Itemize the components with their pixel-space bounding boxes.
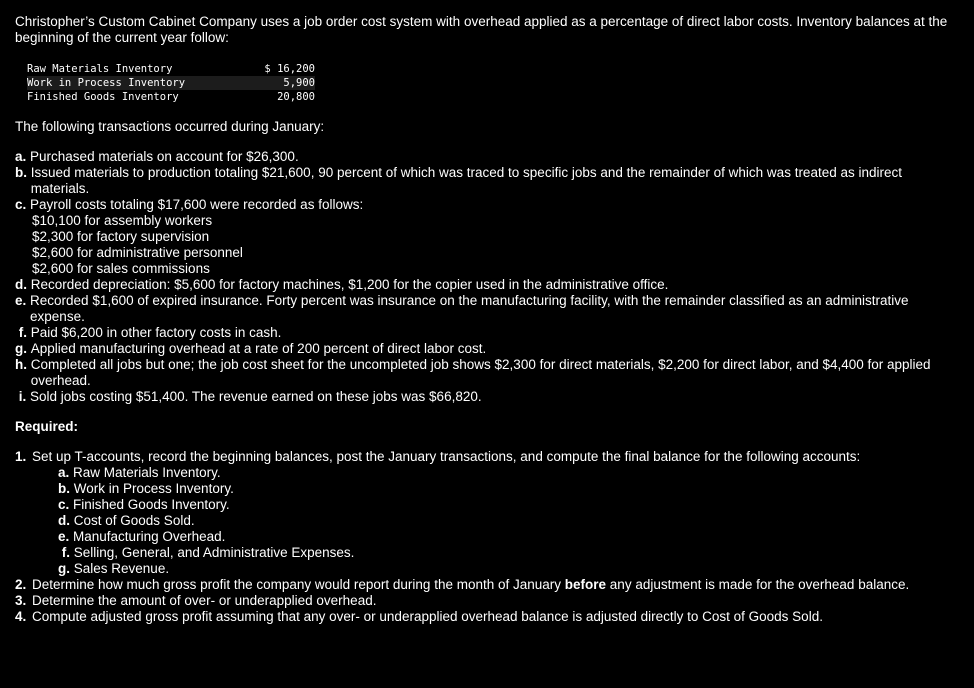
requirement-text-before: Determine how much gross profit the company would report during the month of January bbox=[32, 577, 565, 592]
payroll-line: $2,600 for sales commissions bbox=[32, 261, 210, 276]
transactions-lead: The following transactions occurred during January: bbox=[15, 119, 325, 134]
requirement-text: Compute adjusted gross profit assuming that any over- or underapplied overhead balance is adjusted directly to Cost of Goods Sold. bbox=[32, 609, 823, 624]
account-item bbox=[15, 545, 955, 561]
account-label: b. bbox=[58, 481, 70, 496]
account-item bbox=[15, 465, 955, 481]
transaction-text: Applied manufacturing overhead at a rate of 200 percent of direct labor cost. bbox=[30, 341, 487, 356]
requirement-item bbox=[15, 449, 955, 465]
payroll-line: $10,100 for assembly workers bbox=[32, 213, 213, 228]
transaction-text: Recorded depreciation: $5,600 for factory machines, $1,200 for the copier used in the administrative office. bbox=[30, 277, 669, 292]
beginning-balances-table bbox=[27, 62, 315, 104]
transaction-text: Payroll costs totaling $17,600 were recorded as follows: bbox=[30, 197, 364, 212]
transaction-label: a. bbox=[15, 149, 27, 164]
payroll-line: $2,300 for factory supervision bbox=[32, 229, 210, 244]
transaction-text: Issued materials to production totaling $21,600, 90 percent of which was traced to specific jobs and the remainder of which was treated as indirect materials. bbox=[30, 165, 902, 196]
account-item bbox=[15, 497, 955, 513]
requirement-text: Determine the amount of over- or underapplied overhead. bbox=[32, 593, 377, 608]
transaction-item bbox=[15, 277, 955, 293]
transaction-text: Recorded $1,600 of expired insurance. Forty percent was insurance on the manufacturing facility, with the remainder classified as an administrative expense. bbox=[30, 293, 909, 324]
balance-name: Work in Process Inventory bbox=[27, 76, 249, 90]
requirement-item bbox=[15, 593, 955, 609]
account-item bbox=[15, 513, 955, 529]
account-text: Selling, General, and Administrative Expenses. bbox=[73, 545, 355, 560]
transaction-label: e. bbox=[15, 293, 27, 308]
transaction-item bbox=[15, 165, 955, 197]
account-label: g. bbox=[58, 561, 70, 576]
balance-amount: 20,800 bbox=[277, 91, 315, 103]
requirement-number: 2. bbox=[15, 577, 27, 592]
required-heading: Required: bbox=[15, 419, 79, 434]
account-text: Work in Process Inventory. bbox=[73, 481, 234, 496]
transaction-item bbox=[15, 357, 955, 389]
balance-row bbox=[27, 62, 315, 76]
requirements-list bbox=[15, 449, 955, 625]
transaction-label: f. bbox=[15, 325, 27, 340]
requirement-item bbox=[15, 609, 955, 625]
balance-row bbox=[27, 90, 315, 104]
account-text: Finished Goods Inventory. bbox=[73, 497, 230, 512]
transaction-item bbox=[15, 389, 955, 405]
account-label: c. bbox=[58, 497, 70, 512]
account-item bbox=[15, 529, 955, 545]
transaction-label: g. bbox=[15, 341, 27, 356]
transaction-label: c. bbox=[15, 197, 27, 212]
transaction-item bbox=[15, 197, 955, 213]
transaction-label: h. bbox=[15, 357, 27, 372]
requirement-number: 4. bbox=[15, 609, 27, 624]
transaction-item bbox=[15, 149, 955, 165]
account-text: Manufacturing Overhead. bbox=[73, 529, 226, 544]
transaction-text: Sold jobs costing $51,400. The revenue earned on these jobs was $66,820. bbox=[30, 389, 482, 404]
transaction-label: b. bbox=[15, 165, 27, 180]
requirement-text: Set up T-accounts, record the beginning balances, post the January transactions, and compute the final balance for the following accounts: bbox=[32, 449, 861, 464]
transactions-list bbox=[15, 149, 955, 405]
account-label: a. bbox=[58, 465, 70, 480]
transaction-item bbox=[15, 325, 955, 341]
transaction-item bbox=[15, 293, 955, 325]
transaction-item bbox=[15, 341, 955, 357]
transaction-label: i. bbox=[15, 389, 27, 404]
account-label: e. bbox=[58, 529, 70, 544]
payroll-line: $2,600 for administrative personnel bbox=[32, 245, 243, 260]
requirement-emphasis: before bbox=[564, 577, 607, 592]
requirement-item bbox=[15, 577, 955, 593]
transaction-text: Purchased materials on account for $26,300. bbox=[30, 149, 299, 164]
account-text: Cost of Goods Sold. bbox=[73, 513, 195, 528]
transaction-text: Completed all jobs but one; the job cost sheet for the uncompleted job shows $2,300 for direct materials, $2,200 for direct labor, and $4,400 for applied overhead. bbox=[30, 357, 931, 388]
account-label: d. bbox=[58, 513, 70, 528]
requirement-text bbox=[32, 577, 955, 593]
balance-row bbox=[27, 76, 315, 90]
account-text: Sales Revenue. bbox=[73, 561, 170, 576]
requirement-number: 1. bbox=[15, 449, 27, 464]
transaction-label: d. bbox=[15, 277, 27, 292]
account-text: Raw Materials Inventory. bbox=[73, 465, 221, 480]
account-label: f. bbox=[58, 545, 70, 560]
balance-amount: 5,900 bbox=[249, 76, 315, 90]
balance-name: Finished Goods Inventory bbox=[27, 91, 179, 103]
account-item bbox=[15, 481, 955, 497]
account-item bbox=[15, 561, 955, 577]
balance-amount: $ 16,200 bbox=[264, 63, 315, 75]
balance-name: Raw Materials Inventory bbox=[27, 63, 173, 75]
intro-paragraph: Christopher’s Custom Cabinet Company uses a job order cost system with overhead applied as a percentage of direct labor costs. Inventory balances at the beginning of the current year follow: bbox=[15, 14, 948, 45]
requirement-text-after: any adjustment is made for the overhead balance. bbox=[606, 577, 910, 592]
requirement-number: 3. bbox=[15, 593, 27, 608]
transaction-text: Paid $6,200 in other factory costs in cash. bbox=[30, 325, 282, 340]
